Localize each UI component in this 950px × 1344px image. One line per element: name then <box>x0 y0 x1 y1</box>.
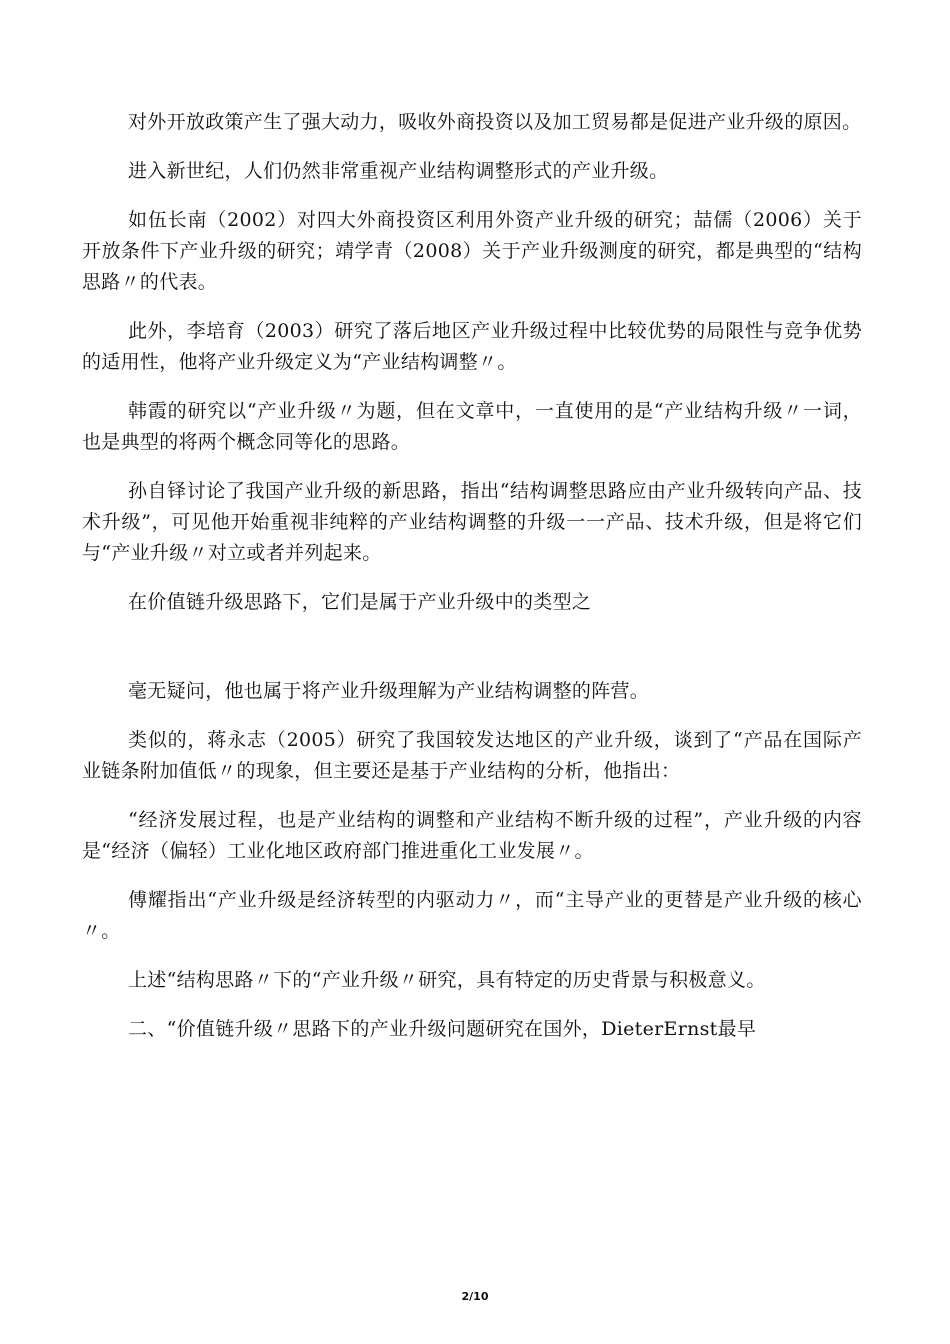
paragraph-3: 如伍长南（2002）对四大外商投资区利用外资产业升级的研究；喆儒（2006）关于开放条件下产业升级的研究；靖学青（2008）关于产业升级测度的研究，都是典型的“结构思路〃的代表。 <box>82 209 862 293</box>
paragraph-11: 傅耀指出“产业升级是经济转型的内驱动力〃，而“主导产业的更替是产业升级的核心〃。 <box>82 889 862 942</box>
paragraph-6: 孙自铎讨论了我国产业升级的新思路，指出“结构调整思路应由产业升级转向产品、技术升级”，可见他开始重视非纯粹的产业结构调整的升级一一产品、技术升级，但是将它们与“产业升级〃对立或者并列起来。 <box>82 480 862 564</box>
paragraph-8: 毫无疑问，他也属于将产业升级理解为产业结构调整的阵营。 <box>128 680 650 702</box>
paragraph-9: 类似的，蒋永志（2005）研究了我国较发达地区的产业升级，谈到了“产品在国际产业链条附加值低〃的现象，但主要还是基于产业结构的分析，他指出： <box>82 729 862 782</box>
paragraph-4: 此外，李培育（2003）研究了落后地区产业升级过程中比较优势的局限性与竞争优势的适用性，他将产业升级定义为“产业结构调整〃。 <box>82 320 862 373</box>
paragraph-13: 二、“价值链升级〃思路下的产业升级问题研究在国外，DieterErnst最早 <box>128 1018 757 1040</box>
paragraph-7: 在价值链升级思路下，它们是属于产业升级中的类型之 <box>128 591 592 613</box>
paragraph-5: 韩霞的研究以“产业升级〃为题，但在文章中，一直使用的是“产业结构升级〃一词，也是典型的将两个概念同等化的思路。 <box>82 400 862 453</box>
paragraph-12: 上述“结构思路〃下的“产业升级〃研究，具有特定的历史背景与积极意义。 <box>128 969 766 991</box>
paragraph-1: 对外开放政策产生了强大动力，吸收外商投资以及加工贸易都是促进产业升级的原因。 <box>128 111 862 133</box>
paragraph-10: “经济发展过程，也是产业结构的调整和产业结构不断升级的过程”，产业升级的内容是“经济（偏轻）工业化地区政府部门推进重化工业发展〃。 <box>82 809 862 862</box>
paragraph-2: 进入新世纪，人们仍然非常重视产业结构调整形式的产业升级。 <box>128 160 669 182</box>
page-number: 2/10 <box>461 1290 489 1303</box>
body-text <box>82 107 862 1063</box>
